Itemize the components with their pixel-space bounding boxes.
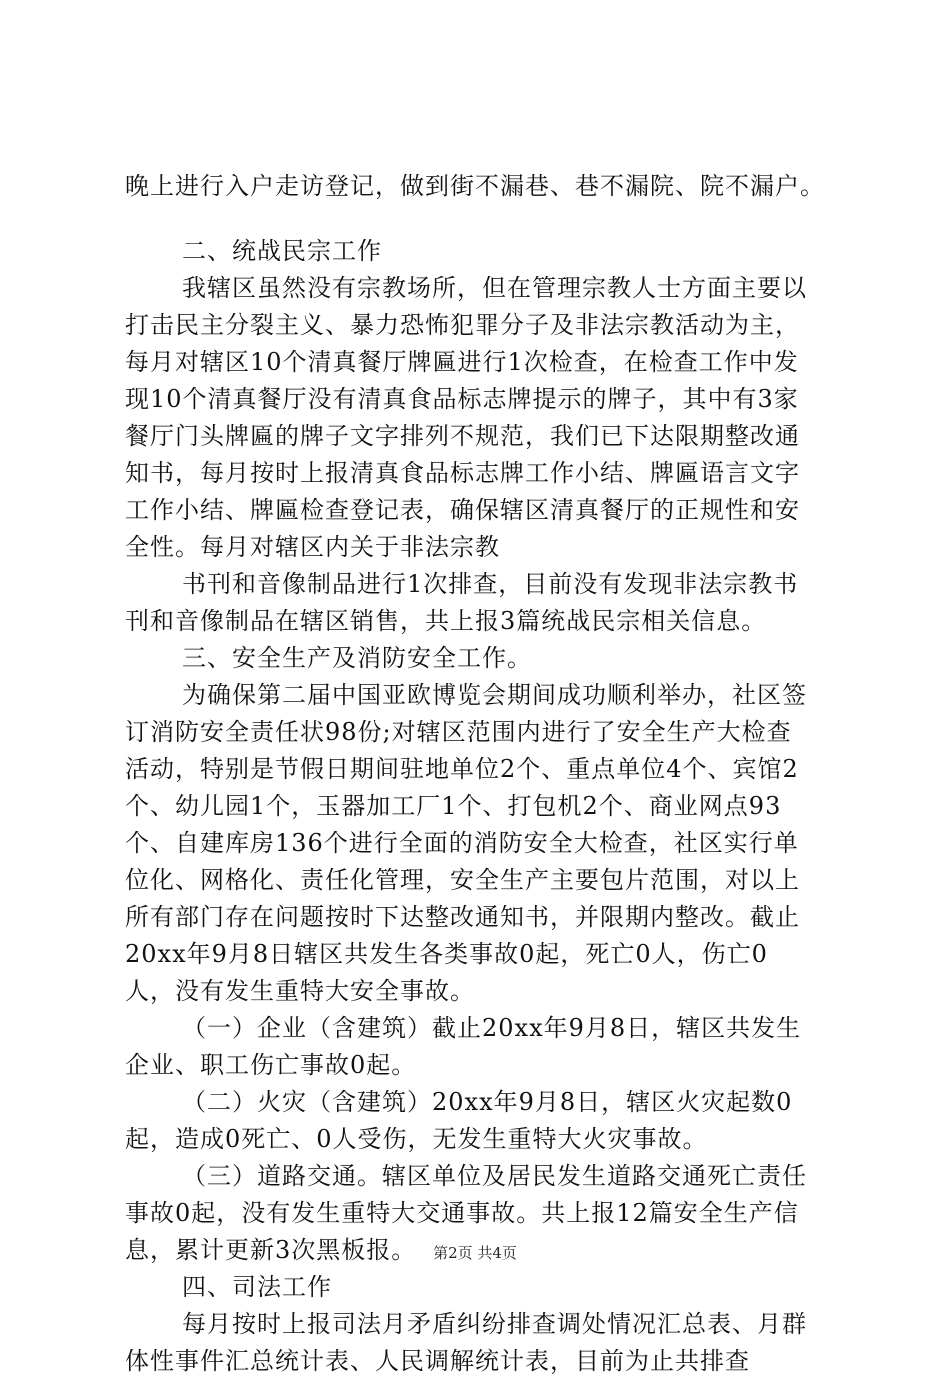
paragraph-line: 个、自建库房136个进行全面的消防安全大检查，社区实行单: [125, 829, 799, 857]
paragraph-line: 每月按时上报司法月矛盾纠纷排查调处情况汇总表、月群: [182, 1310, 807, 1338]
paragraph-line: 我辖区虽然没有宗教场所，但在管理宗教人士方面主要以: [182, 274, 807, 302]
paragraph-line: 人，没有发生重特大安全事故。: [125, 977, 475, 1005]
paragraph-line: 企业、职工伤亡事故0起。: [125, 1051, 417, 1079]
subsection-fire: （二）火灾（含建筑）20xx年9月8日，辖区火灾起数0: [182, 1088, 793, 1116]
paragraph-line: 所有部门存在问题按时下达整改通知书，并限期内整改。截止: [125, 903, 800, 931]
section-heading-united-front: 二、统战民宗工作: [182, 237, 382, 265]
subsection-enterprise: （一）企业（含建筑）截止20xx年9月8日，辖区共发生: [182, 1014, 802, 1042]
paragraph-line: 全性。每月对辖区内关于非法宗教: [125, 533, 500, 561]
paragraph-line: 打击民主分裂主义、暴力恐怖犯罪分子及非法宗教活动为主，: [125, 311, 800, 339]
paragraph-line: 刊和音像制品在辖区销售，共上报3篇统战民宗相关信息。: [125, 607, 767, 635]
paragraph-line: 知书，每月按时上报清真食品标志牌工作小结、牌匾语言文字: [125, 459, 800, 487]
paragraph-line: 餐厅门头牌匾的牌子文字排列不规范，我们已下达限期整改通: [125, 422, 800, 450]
paragraph-line: 订消防安全责任状98份;对辖区范围内进行了安全生产大检查: [125, 718, 792, 746]
subsection-traffic: （三）道路交通。辖区单位及居民发生道路交通死亡责任: [182, 1162, 807, 1190]
paragraph-line: 个、幼儿园1个，玉器加工厂1个、打包机2个、商业网点93: [125, 792, 782, 820]
paragraph-line: 息，累计更新3次黑板报。: [125, 1236, 417, 1264]
paragraph-line: 位化、网格化、责任化管理，安全生产主要包片范围，对以上: [125, 866, 800, 894]
paragraph-line: 起，造成0死亡、0人受伤，无发生重特大火灾事故。: [125, 1125, 708, 1153]
paragraph-line: 事故0起，没有发生重特大交通事故。共上报12篇安全生产信: [125, 1199, 799, 1227]
document-body: [125, 168, 845, 1380]
paragraph-line: 20xx年9月8日辖区共发生各类事故0起，死亡0人，伤亡0: [125, 940, 768, 968]
paragraph-line: 为确保第二届中国亚欧博览会期间成功顺利举办，社区签: [182, 681, 807, 709]
section-heading-judicial: 四、司法工作: [182, 1273, 332, 1301]
paragraph-line: 每月对辖区10个清真餐厅牌匾进行1次检查，在检查工作中发: [125, 348, 799, 376]
paragraph-line: 书刊和音像制品进行1次排查，目前没有发现非法宗教书: [182, 570, 799, 598]
page-number-footer: 第2页 共4页: [433, 1244, 517, 1262]
paragraph-line: 工作小结、牌匾检查登记表，确保辖区清真餐厅的正规性和安: [125, 496, 800, 524]
section-heading-safety: 三、安全生产及消防安全工作。: [182, 644, 532, 672]
paragraph-line: 晚上进行入户走访登记，做到街不漏巷、巷不漏院、院不漏户。: [125, 172, 825, 200]
paragraph-line: 活动，特别是节假日期间驻地单位2个、重点单位4个、宾馆2: [125, 755, 799, 783]
paragraph-line: 体性事件汇总统计表、人民调解统计表，目前为止共排查: [125, 1347, 750, 1375]
paragraph-line: 现10个清真餐厅没有清真食品标志牌提示的牌子，其中有3家: [125, 385, 799, 413]
